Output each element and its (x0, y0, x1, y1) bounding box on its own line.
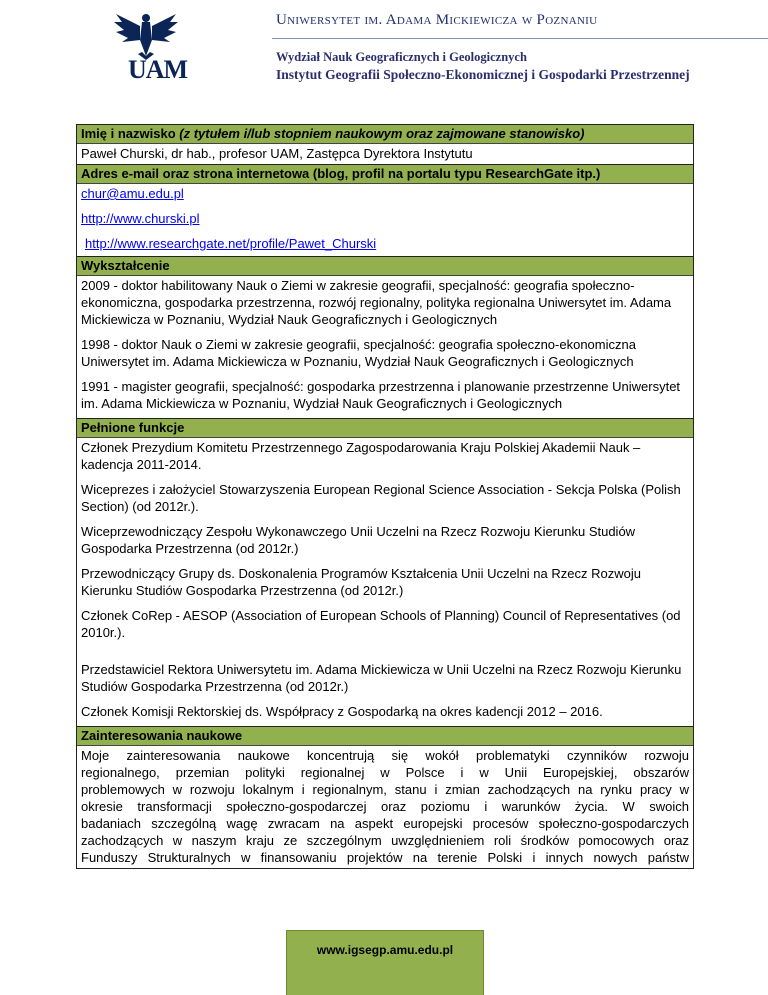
interests-line: regionalnego, przemian polityki regionalnej w Polsce i w Unii Europejskiej, obszarów (81, 765, 689, 780)
function-item: Członek CoRep - AESOP (Association of European Schools of Planning) Council of Representatives (od 2010r.). (81, 608, 681, 640)
email-link[interactable]: chur@amu.edu.pl (81, 186, 184, 201)
section-heading-contact: Adres e-mail oraz strona internetowa (blog, profil na portalu typu ResearchGate itp.) (77, 164, 693, 184)
interests-line: problemowych w rozwoju lokalnym i regionalnym, stanu i zmian zachodzących na rynku pracy w (81, 782, 689, 797)
footer-url[interactable]: www.igsegp.amu.edu.pl (316, 943, 454, 957)
interests-line: Funduszy Strukturalnych w finansowaniu projektów na terenie Polski i innych nowych państw (81, 850, 689, 865)
institute-name: Instytut Geografii Społeczno-Ekonomicznej i Gospodarki Przestrzennej (276, 67, 690, 82)
website-row (77, 210, 693, 227)
researchgate-row (77, 235, 693, 252)
section-heading-functions: Pełnione funkcje (77, 418, 693, 438)
university-name: Uniwersytet im. Adama Mickiewicza w Poznaniu (276, 12, 598, 28)
blank-spacer (77, 641, 693, 661)
function-item: Przedstawiciel Rektora Uniwersytetu im. Adama Mickiewicza w Unii Uczelni na Rzecz Rozwoju Kierunku Studiów Gospodarka Przestrzenna (od 2012r.) (81, 662, 682, 694)
education-item: 1991 - magister geografii, specjalność: gospodarka przestrzenna i planowanie przestrzenne Uniwersytet im. Adama Mickiewicza w Poznaniu, Wydział Nauk Geograficznych i Geologicznych (81, 379, 681, 411)
heading-name-note: (z tytułem i/lub stopniem naukowym oraz zajmowane stanowisko) (179, 126, 585, 141)
interests-line: okresie transformacji społeczno-gospodarczej oraz poziomu i warunków życia. W swoich (81, 799, 689, 814)
cv-table (76, 124, 694, 869)
function-item: Członek Komisji Rektorskiej ds. Współpracy z Gospodarką na okres kadencji 2012 – 2016. (81, 704, 603, 719)
interests-line: Moje zainteresowania naukowe koncentrują się wokół problematyki czynników rozwoju (81, 748, 689, 763)
heading-name-label: Imię i nazwisko (81, 126, 176, 141)
interests-line: zachodzących w naszym kraju ze szczególnym uwzględnieniem roli środków pomocowych oraz (81, 833, 689, 848)
footer-banner (286, 930, 484, 995)
logo-text: UAM (128, 55, 188, 84)
email-row (77, 185, 693, 202)
name-value: Paweł Churski, dr hab., profesor UAM, Zastępca Dyrektora Instytutu (81, 146, 473, 161)
faculty-name: Wydział Nauk Geograficznych i Geologicznych (276, 50, 527, 64)
function-item: Członek Prezydium Komitetu Przestrzennego Zagospodarowania Kraju Polskiej Akademii Nauk – kadencja 2011-2014. (81, 440, 641, 472)
education-item: 2009 - doktor habilitowany Nauk o Ziemi w zakresie geografii, specjalność: geografia społeczno-ekonomiczna, gospodarka przestrzenna, rozwój regionalny, polityka regionalna Uniwersytet im. Adama Mickiewicza w Poznaniu, Wydział Nauk Geograficznych i Geologicznych (81, 278, 672, 327)
section-heading-interests: Zainteresowania naukowe (77, 726, 693, 746)
function-item: Przewodniczący Grupy ds. Doskonalenia Programów Kształcenia Unii Uczelni na Rzecz Rozwoju Kierunku Studiów Gospodarka Przestrzenna (od 2012r.) (81, 566, 641, 598)
researchgate-link[interactable]: http://www.researchgate.net/profile/Pawet_Churski (85, 236, 377, 251)
section-heading-education: Wykształcenie (77, 256, 693, 276)
education-item: 1998 - doktor Nauk o Ziemi w zakresie geografii, specjalność: geografia społeczno-ekonomiczna Uniwersytet im. Adama Mickiewicza w Poznaniu, Wydział Nauk Geograficznych i Geologicznych (81, 337, 636, 369)
interests-line: badaniach szczególną wagę zwracam na aspekt europejski procesów społeczno-gospodarczych (81, 816, 689, 831)
header-divider (272, 38, 768, 39)
function-item: Wiceprezes i założyciel Stowarzyszenia European Regional Science Association - Sekcja Polska (Polish Section) (od 2012r.). (81, 482, 681, 514)
function-item: Wiceprzewodniczący Zespołu Wykonawczego Unii Uczelni na Rzecz Rozwoju Kierunku Studiów Gospodarka Przestrzenna (od 2012r.) (81, 524, 636, 556)
section-heading-name (77, 124, 693, 144)
page-header (0, 0, 768, 110)
website-link[interactable]: http://www.churski.pl (81, 211, 200, 226)
